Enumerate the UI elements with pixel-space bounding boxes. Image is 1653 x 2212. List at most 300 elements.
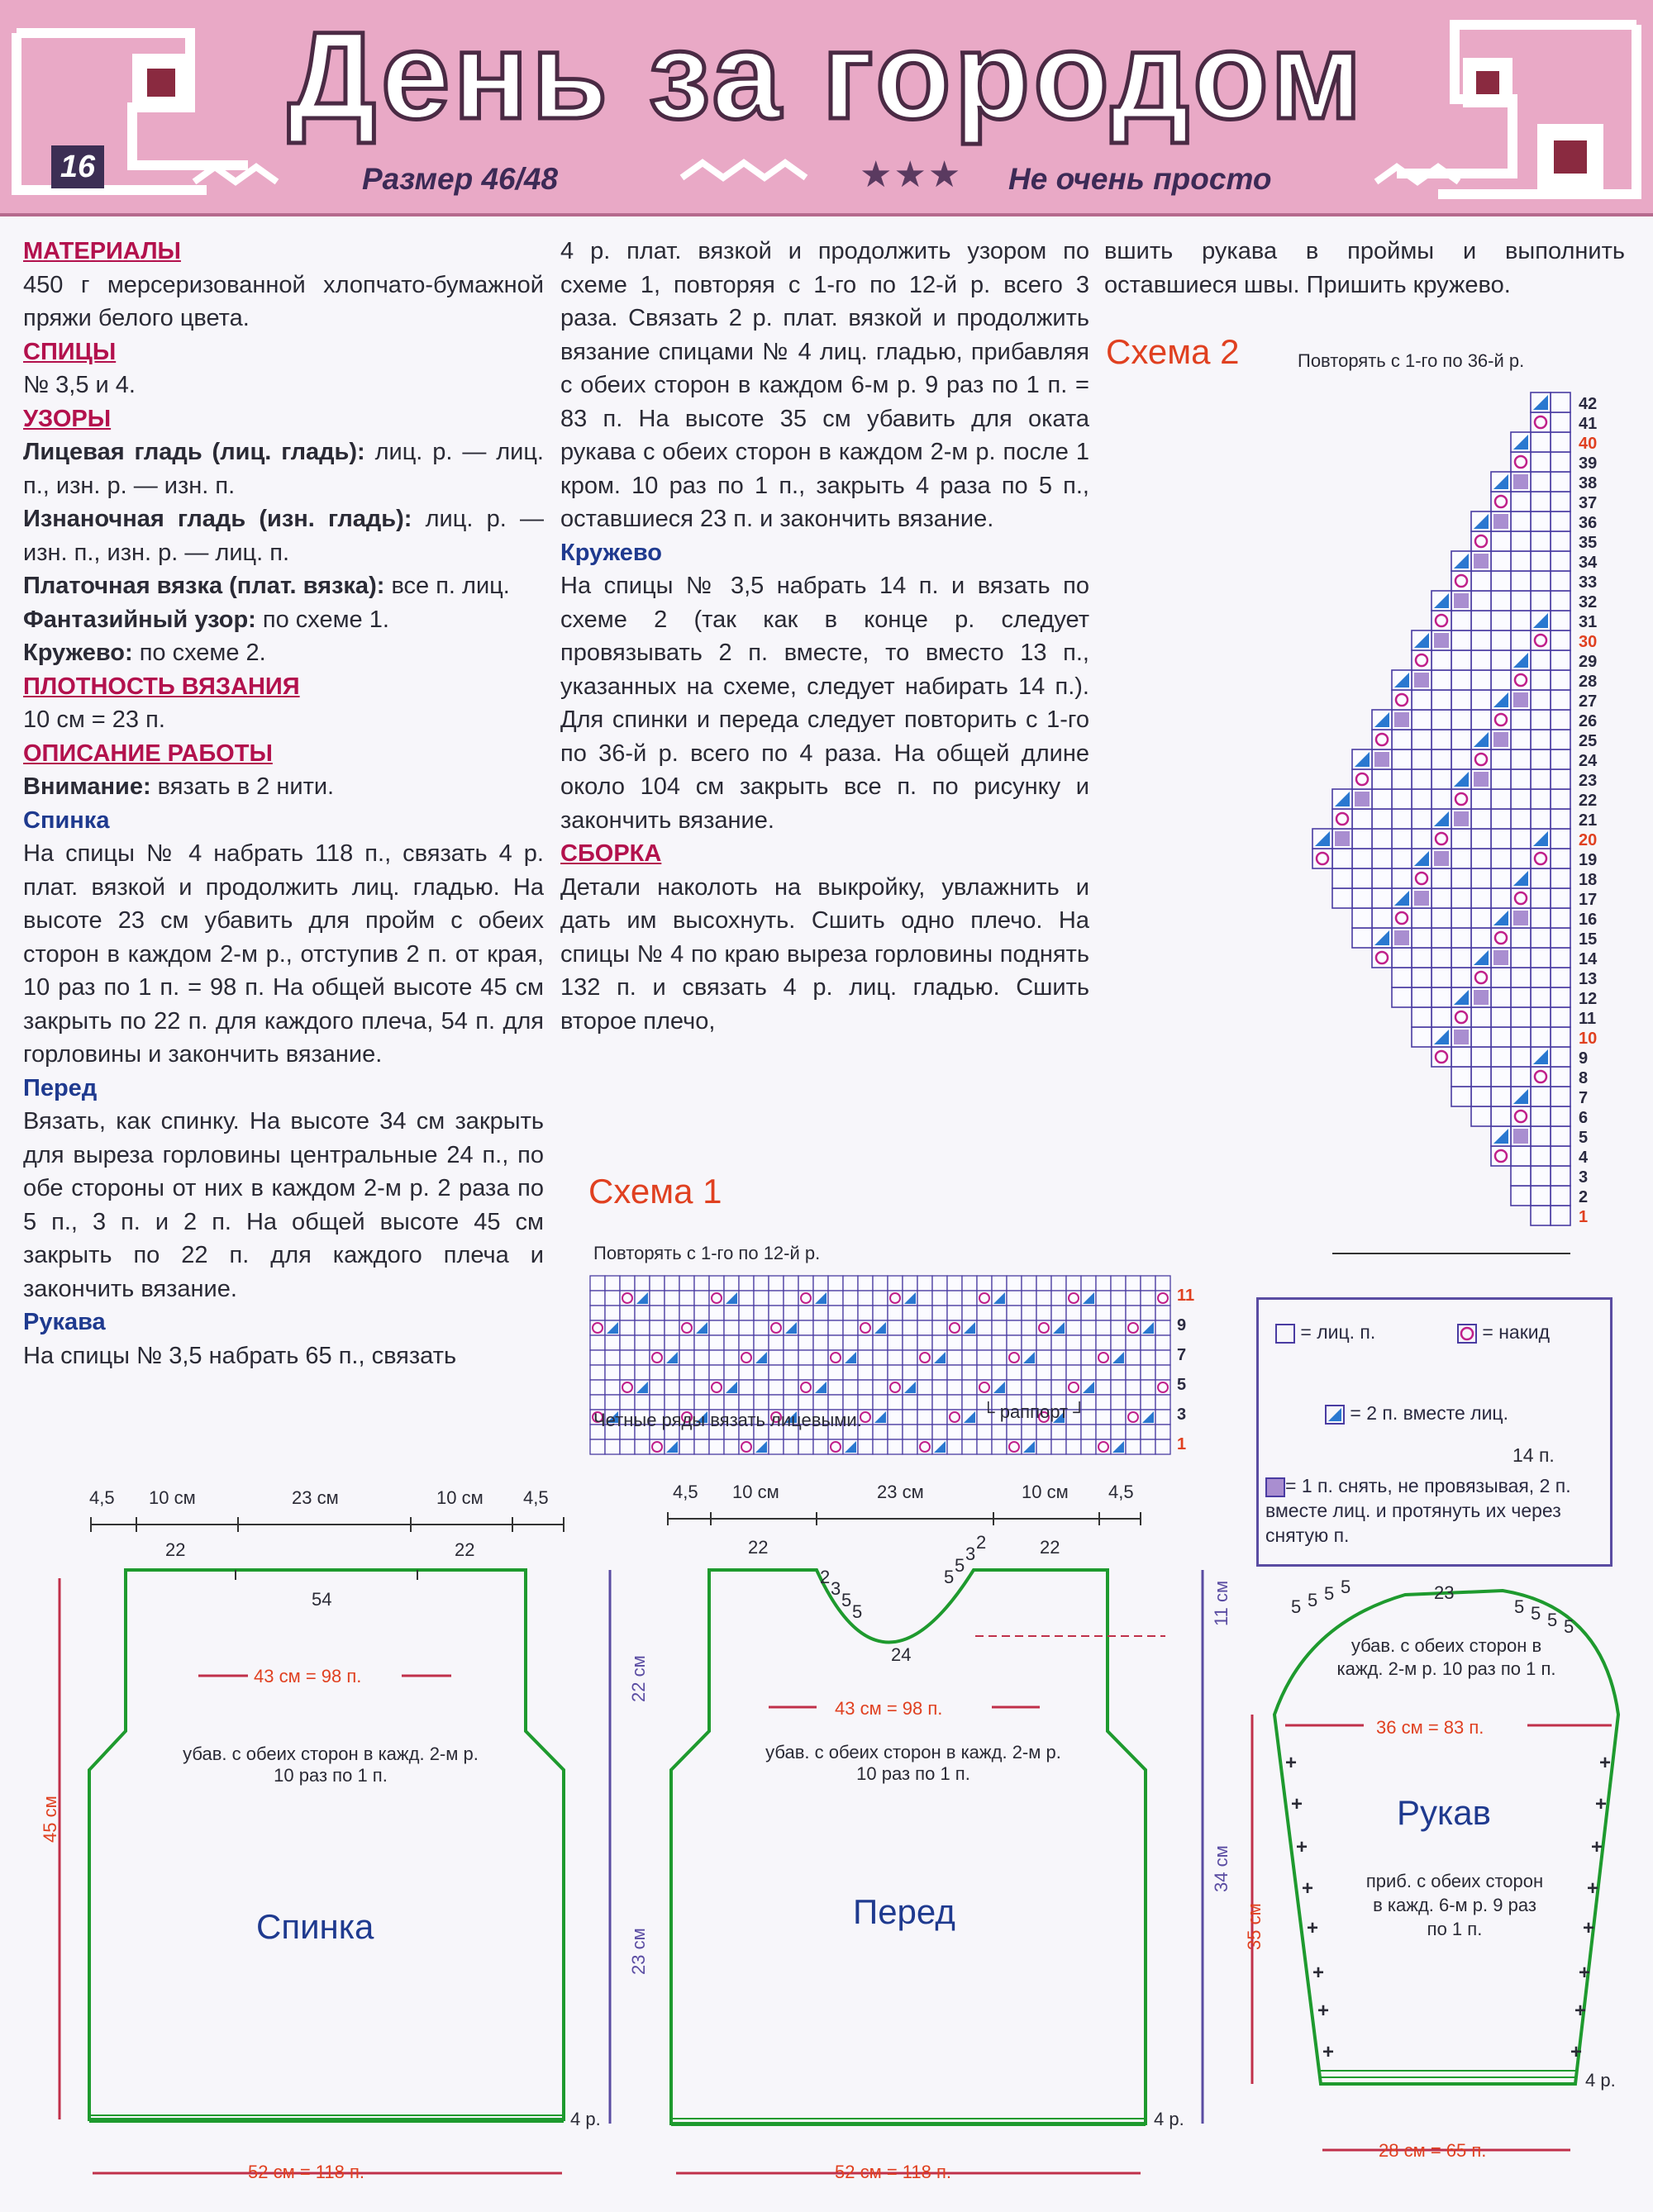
chart-cell — [1111, 1425, 1126, 1439]
row-number: 7 — [1579, 1089, 1589, 1107]
chart-cell — [917, 1320, 932, 1335]
chart-cell — [679, 1439, 694, 1454]
chart-cell — [1451, 710, 1471, 730]
row-number: 5 — [1177, 1376, 1187, 1394]
chart-cell — [1312, 849, 1332, 868]
chart-cell — [813, 1291, 828, 1306]
chart-cell — [1412, 809, 1431, 829]
chart-cell — [1531, 670, 1551, 690]
chart-cell — [1352, 809, 1372, 829]
dimension-label: 4,5 — [523, 1487, 549, 1508]
chart-cell — [1451, 769, 1471, 789]
sleeve-cap-note: убав. с обеих сторон в кажд. 2-м р. 10 раз по 1 п. — [1336, 1635, 1556, 1679]
chart-cell — [932, 1380, 947, 1395]
chart-cell — [1155, 1365, 1170, 1380]
chart-cell — [1491, 908, 1511, 928]
chart-cell — [709, 1380, 724, 1395]
chart-cell — [1066, 1306, 1081, 1320]
chart-cell — [1141, 1425, 1155, 1439]
row-number: 35 — [1579, 534, 1598, 552]
chart-cell — [1531, 571, 1551, 591]
increase-mark-icon: + — [1291, 1793, 1303, 1815]
chart-cell — [962, 1291, 977, 1306]
chart-cell — [1491, 611, 1511, 630]
chart-cell — [1412, 630, 1431, 650]
chart-cell — [1491, 690, 1511, 710]
chart-cell — [724, 1380, 739, 1395]
chart-cell — [1531, 1067, 1551, 1087]
chart-cell — [1036, 1380, 1051, 1395]
chart-cell — [873, 1320, 888, 1335]
chart-cell — [650, 1276, 665, 1291]
chart-cell — [1051, 1306, 1066, 1320]
chart-cell — [590, 1439, 605, 1454]
chart-cell — [1412, 908, 1431, 928]
chart-cell — [1022, 1335, 1036, 1350]
chart-cell — [992, 1291, 1007, 1306]
chart-cell — [932, 1335, 947, 1350]
front-band: 4 р. — [1154, 2109, 1184, 2129]
chart-cell — [665, 1306, 679, 1320]
chart-cell — [1392, 749, 1412, 769]
chart-cell — [1141, 1380, 1155, 1395]
chart-cell — [1066, 1276, 1081, 1291]
chart-cell — [694, 1365, 709, 1380]
chart-cell — [1511, 1067, 1531, 1087]
chart-cell — [1491, 1087, 1511, 1106]
chart-cell — [1392, 868, 1412, 888]
chart-cell — [1392, 769, 1412, 789]
sleeve-height: 35 см — [1244, 1903, 1265, 1950]
chart-cell — [739, 1291, 754, 1306]
chart-cell — [1081, 1320, 1096, 1335]
chart-cell — [1551, 1146, 1570, 1166]
row-number: 34 — [1579, 554, 1598, 572]
chart-cell — [1551, 571, 1570, 591]
dimension-label: 23 см — [292, 1487, 339, 1508]
chart-cell — [1511, 492, 1531, 511]
row-number: 9 — [1579, 1049, 1589, 1068]
chart-cell — [1126, 1276, 1141, 1291]
chart-cell — [873, 1276, 888, 1291]
chart-cell — [1431, 888, 1451, 908]
chart-cell — [1511, 1027, 1531, 1047]
sleeves-text-cont: 4 р. плат. вязкой и продолжить узором по схеме 1, повторяя с 1-го по 12-й р. всего 3 раза. Связать 2 р. плат. вязкой и продолжить вязание спицами № 4 лиц. гладью, прибавляя с обеих сторон в каждом 6-м р. 9 раз по 1 п. = 83 п. На высоте 35 см убавить для оката рукава с обеих сторон в каждом 2-м р. после 1 кром. 10 раз по 1 п., закрыть 4 раза по 5 п., оставшиеся 23 п. и закончить вязание. — [560, 238, 1089, 532]
chart-cell — [1491, 789, 1511, 809]
chart-cell — [605, 1306, 620, 1320]
scheme2-chart — [1116, 384, 1628, 1268]
back-dec-note: убав. с обеих сторон в кажд. 2-м р. 10 раз по 1 п. — [183, 1743, 479, 1786]
row-number: 33 — [1579, 573, 1598, 592]
chart-cell — [1141, 1439, 1155, 1454]
chart-cell — [1451, 571, 1471, 591]
chart-cell — [620, 1350, 635, 1365]
chart-cell — [635, 1380, 650, 1395]
dimension-label: 10 см — [149, 1487, 196, 1508]
chart-cell — [635, 1395, 650, 1410]
chart-cell — [1081, 1306, 1096, 1320]
chart-cell — [709, 1291, 724, 1306]
chart-cell — [1511, 531, 1531, 551]
chart-cell — [962, 1350, 977, 1365]
chart-cell — [1511, 452, 1531, 472]
chart-cell — [1081, 1350, 1096, 1365]
legend-skp: = 1 п. снять, не провязывая, 2 п. вместе лиц. и протянуть их через снятую п. — [1265, 1475, 1571, 1546]
chart-cell — [1531, 1186, 1551, 1206]
chart-cell — [620, 1276, 635, 1291]
chart-cell — [828, 1335, 843, 1350]
row-number: 38 — [1579, 474, 1598, 492]
chart-cell — [1451, 730, 1471, 749]
chart-cell — [1111, 1410, 1126, 1425]
chart-cell — [1551, 392, 1570, 412]
scheme2-width-label: 14 п. — [1512, 1444, 1555, 1466]
chart-cell — [828, 1306, 843, 1320]
chart-cell — [888, 1425, 903, 1439]
chart-cell — [858, 1335, 873, 1350]
chart-cell — [784, 1380, 798, 1395]
chart-cell — [798, 1291, 813, 1306]
row-number: 39 — [1579, 454, 1598, 473]
chart-cell — [1471, 1106, 1491, 1126]
dimension-label: 10 см — [1022, 1482, 1069, 1502]
chart-cell — [754, 1395, 769, 1410]
chart-cell — [917, 1306, 932, 1320]
chart-cell — [1471, 591, 1491, 611]
chart-cell — [1491, 888, 1511, 908]
chart-cell — [1511, 1047, 1531, 1067]
chart-cell — [784, 1439, 798, 1454]
row-number: 30 — [1579, 633, 1598, 651]
chart-cell — [1392, 948, 1412, 968]
chart-cell — [1431, 868, 1451, 888]
chart-cell — [1096, 1276, 1111, 1291]
sleeve-inc-note: приб. с обеих сторон в кажд. 6-м р. 9 раз по 1 п. — [1365, 1871, 1544, 1939]
back-neck: 54 — [312, 1589, 332, 1610]
chart-cell — [1551, 809, 1570, 829]
row-number: 12 — [1579, 990, 1598, 1008]
chart-cell — [1451, 1007, 1471, 1027]
chart-cell — [1491, 1106, 1511, 1126]
chart-cell — [932, 1439, 947, 1454]
chart-cell — [1471, 710, 1491, 730]
chart-cell — [1431, 928, 1451, 948]
chart-cell — [977, 1380, 992, 1395]
chart-cell — [1551, 1126, 1570, 1146]
chart-cell — [798, 1335, 813, 1350]
chart-cell — [1066, 1335, 1081, 1350]
chart-cell — [932, 1276, 947, 1291]
chart-cell — [1051, 1425, 1066, 1439]
row-number: 31 — [1579, 613, 1598, 631]
chart-cell — [1332, 829, 1352, 849]
chart-cell — [709, 1395, 724, 1410]
chart-cell — [1451, 1087, 1471, 1106]
chart-cell — [962, 1320, 977, 1335]
chart-cell — [1471, 730, 1491, 749]
chart-cell — [1111, 1439, 1126, 1454]
chart-cell — [1551, 1087, 1570, 1106]
chart-cell — [1551, 1106, 1570, 1126]
chart-cell — [635, 1350, 650, 1365]
chart-cell — [962, 1335, 977, 1350]
chart-cell — [1511, 789, 1531, 809]
chart-cell — [1051, 1320, 1066, 1335]
chart-cell — [947, 1395, 962, 1410]
chart-cell — [1471, 968, 1491, 987]
step-label: 5 — [1291, 1596, 1302, 1617]
chart-cell — [769, 1439, 784, 1454]
chart-cell — [798, 1365, 813, 1380]
chart-cell — [1111, 1276, 1126, 1291]
chart-cell — [605, 1335, 620, 1350]
chart-cell — [1531, 511, 1551, 531]
chart-cell — [888, 1365, 903, 1380]
chart-cell — [1551, 749, 1570, 769]
chart-cell — [1392, 829, 1412, 849]
row-number: 1 — [1177, 1435, 1187, 1453]
chart-cell — [1551, 1166, 1570, 1186]
chart-cell — [724, 1350, 739, 1365]
chart-cell — [709, 1320, 724, 1335]
chart-cell — [1491, 511, 1511, 531]
chart-cell — [665, 1350, 679, 1365]
step-label: 2 — [820, 1567, 831, 1587]
chart-cell — [1412, 948, 1431, 968]
pattern-garter: Платочная вязка (плат. вязка): все п. лиц. — [23, 573, 510, 599]
chart-cell — [1531, 749, 1551, 769]
chart-cell — [1551, 868, 1570, 888]
assembly-heading: СБОРКА — [560, 840, 662, 867]
chart-cell — [1372, 829, 1392, 849]
chart-cell — [635, 1335, 650, 1350]
chart-cell — [1551, 829, 1570, 849]
chart-cell — [1312, 829, 1332, 849]
chart-cell — [932, 1291, 947, 1306]
chart-cell — [873, 1439, 888, 1454]
chart-cell — [754, 1350, 769, 1365]
chart-cell — [1491, 968, 1511, 987]
chart-cell — [1531, 908, 1551, 928]
chart-cell — [769, 1395, 784, 1410]
chart-cell — [947, 1425, 962, 1439]
chart-cell — [709, 1276, 724, 1291]
increase-mark-icon: + — [1285, 1752, 1298, 1774]
chart-cell — [620, 1320, 635, 1335]
chart-cell — [1081, 1335, 1096, 1350]
chart-cell — [1141, 1291, 1155, 1306]
chart-cell — [694, 1350, 709, 1365]
chart-cell — [739, 1320, 754, 1335]
chart-cell — [694, 1320, 709, 1335]
chart-cell — [709, 1365, 724, 1380]
chart-cell — [962, 1395, 977, 1410]
chart-cell — [665, 1365, 679, 1380]
chart-cell — [1491, 531, 1511, 551]
front-heading: Перед — [23, 1074, 98, 1101]
chart-cell — [888, 1291, 903, 1306]
chart-cell — [858, 1291, 873, 1306]
chart-cell — [1141, 1365, 1155, 1380]
row-number: 6 — [1579, 1109, 1589, 1127]
chart-cell — [754, 1380, 769, 1395]
chart-cell — [1126, 1365, 1141, 1380]
chart-cell — [858, 1365, 873, 1380]
chart-cell — [828, 1276, 843, 1291]
chart-cell — [873, 1350, 888, 1365]
front-bottom: 52 см = 118 п. — [835, 2162, 951, 2182]
chart-cell — [679, 1291, 694, 1306]
chart-cell — [1352, 789, 1372, 809]
chart-cell — [1412, 749, 1431, 769]
chart-cell — [1036, 1350, 1051, 1365]
chart-cell — [1126, 1380, 1141, 1395]
chart-cell — [798, 1320, 813, 1335]
dimension-label: 4,5 — [1108, 1482, 1134, 1502]
increase-mark-icon: + — [1296, 1836, 1308, 1858]
scheme1-title: Схема 1 — [588, 1172, 722, 1211]
chart-cell — [1036, 1365, 1051, 1380]
chart-cell — [1431, 730, 1451, 749]
chart-cell — [769, 1291, 784, 1306]
chart-cell — [1491, 1067, 1511, 1087]
chart-cell — [1551, 1186, 1570, 1206]
front-shoulder-right: 22 — [1040, 1537, 1060, 1558]
chart-cell — [992, 1276, 1007, 1291]
chart-cell — [605, 1320, 620, 1335]
front-total-height: 34 см — [1211, 1845, 1231, 1892]
chart-cell — [635, 1276, 650, 1291]
chart-cell — [1531, 412, 1551, 432]
chart-cell — [1066, 1439, 1081, 1454]
chart-cell — [769, 1335, 784, 1350]
row-number: 21 — [1579, 811, 1598, 830]
front-height-upper: 22 см — [628, 1655, 649, 1702]
chart-cell — [650, 1306, 665, 1320]
increase-mark-icon: + — [1312, 1962, 1325, 1984]
chart-cell — [1412, 650, 1431, 670]
chart-cell — [813, 1395, 828, 1410]
chart-cell — [1431, 987, 1451, 1007]
chart-cell — [724, 1439, 739, 1454]
front-height-lower: 23 см — [628, 1928, 649, 1975]
chart-cell — [873, 1380, 888, 1395]
chart-cell — [1412, 670, 1431, 690]
chart-cell — [1551, 432, 1570, 452]
row-number: 1 — [1579, 1208, 1589, 1226]
chart-cell — [1511, 868, 1531, 888]
chart-cell — [1531, 630, 1551, 650]
chart-cell — [1531, 1007, 1551, 1027]
row-number: 18 — [1579, 871, 1598, 889]
row-number: 5 — [1579, 1129, 1589, 1147]
chart-cell — [1491, 492, 1511, 511]
chart-cell — [1051, 1439, 1066, 1454]
needles-text: № 3,5 и 4. — [23, 372, 136, 398]
chart-cell — [917, 1291, 932, 1306]
chart-cell — [903, 1439, 917, 1454]
increase-mark-icon: + — [1574, 2000, 1587, 2022]
chart-cell — [650, 1380, 665, 1395]
chart-cell — [1141, 1350, 1155, 1365]
chart-cell — [1551, 789, 1570, 809]
chart-cell — [1126, 1306, 1141, 1320]
chart-cell — [1431, 630, 1451, 650]
chart-cell — [694, 1291, 709, 1306]
chart-cell — [1531, 1027, 1551, 1047]
row-number: 41 — [1579, 415, 1598, 433]
chart-cell — [1372, 730, 1392, 749]
chart-cell — [1511, 1166, 1531, 1186]
chart-cell — [1431, 749, 1451, 769]
chart-cell — [873, 1365, 888, 1380]
chart-cell — [1491, 670, 1511, 690]
chart-cell — [1551, 908, 1570, 928]
chart-cell — [1352, 928, 1372, 948]
chart-cell — [590, 1320, 605, 1335]
chart-cell — [1511, 591, 1531, 611]
chart-cell — [1111, 1395, 1126, 1410]
chart-cell — [873, 1291, 888, 1306]
chart-cell — [917, 1425, 932, 1439]
chart-cell — [1511, 849, 1531, 868]
row-number: 26 — [1579, 712, 1598, 730]
chart-cell — [1332, 888, 1352, 908]
step-label: 5 — [1564, 1616, 1574, 1637]
chart-cell — [828, 1291, 843, 1306]
chart-cell — [947, 1439, 962, 1454]
chart-cell — [1551, 1027, 1570, 1047]
chart-cell — [1051, 1335, 1066, 1350]
chart-cell — [947, 1306, 962, 1320]
chart-cell — [977, 1365, 992, 1380]
row-number: 3 — [1177, 1406, 1187, 1424]
chart-cell — [1531, 968, 1551, 987]
chart-cell — [1491, 1126, 1511, 1146]
chart-cell — [590, 1395, 605, 1410]
chart-cell — [798, 1276, 813, 1291]
materials-text: 450 г мерсеризованной хлопчато-бумажной пряжи белого цвета. — [23, 271, 544, 331]
chart-cell — [843, 1335, 858, 1350]
chart-cell — [947, 1320, 962, 1335]
chart-cell — [858, 1320, 873, 1335]
chart-cell — [709, 1335, 724, 1350]
chart-cell — [1451, 1047, 1471, 1067]
chart-cell — [769, 1320, 784, 1335]
chart-cell — [1551, 591, 1570, 611]
chart-cell — [739, 1439, 754, 1454]
chart-cell — [1451, 611, 1471, 630]
difficulty-label: Не очень просто — [1008, 162, 1272, 196]
chart-cell — [1511, 1186, 1531, 1206]
chart-cell — [1531, 392, 1551, 412]
chart-cell — [947, 1335, 962, 1350]
chart-cell — [1352, 749, 1372, 769]
chart-cell — [1491, 1146, 1511, 1166]
chart-cell — [1141, 1320, 1155, 1335]
back-height: 45 см — [40, 1796, 60, 1843]
chart-cell — [1531, 591, 1551, 611]
chart-cell — [1392, 809, 1412, 829]
chart-cell — [977, 1439, 992, 1454]
chart-cell — [590, 1380, 605, 1395]
chart-cell — [1491, 769, 1511, 789]
chart-cell — [977, 1335, 992, 1350]
chart-cell — [1511, 630, 1531, 650]
chart-cell — [1491, 710, 1511, 730]
chart-cell — [769, 1306, 784, 1320]
chart-cell — [888, 1350, 903, 1365]
